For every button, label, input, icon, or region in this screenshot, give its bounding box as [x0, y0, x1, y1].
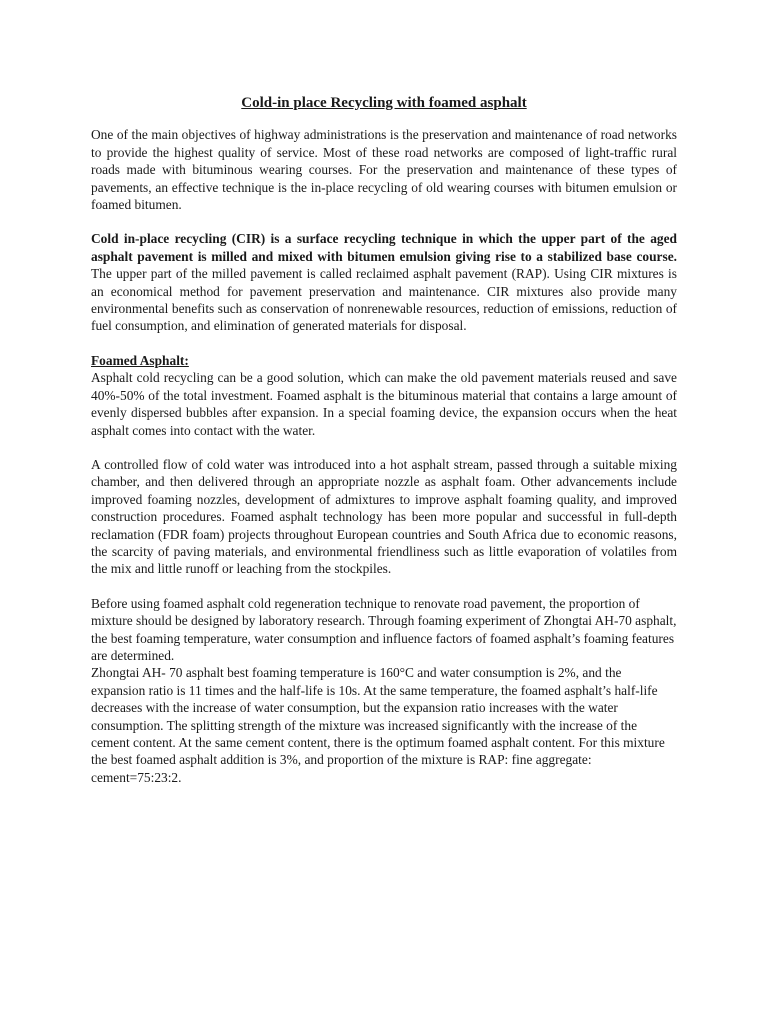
controlled-flow-paragraph: A controlled flow of cold water was introduced into a hot asphalt stream, passed through a suitable mixing chamber, and then delivered through an appropriate nozzle as asphalt foam. Other advancements include improved foaming nozzles, development of admixtures to improve asphalt foaming quality, and improved construction procedures. Foamed asphalt technology has been more popular and successful in full-depth reclamation (FDR foam) projects throughout European countries and South Africa due to economic reasons, the scarcity of paving materials, and environmental friendliness such as little evaporation of volatiles from the mix and little runoff or leaching from the stockpiles.	[91, 456, 677, 577]
document-title: Cold-in place Recycling with foamed asphalt	[241, 95, 527, 111]
document-page	[91, 95, 677, 803]
intro-paragraph: One of the main objectives of highway administrations is the preservation and maintenance of road networks to provide the highest quality of service. Most of these road networks are composed of light-traffic rural roads made with bituminous wearing courses. For the preservation and maintenance of these types of pavements, an effective technique is the in-place recycling of old wearing courses with bitumen emulsion or foamed bitumen.	[91, 127, 677, 213]
cir-paragraph	[91, 230, 677, 334]
foamed-asphalt-heading: Foamed Asphalt:	[91, 352, 189, 368]
zhongtai-results-paragraph: Zhongtai AH- 70 asphalt best foaming temperature is 160°C and water consumption is 2%, and the expansion ratio is 11 times and the half-life is 10s. At the same temperature, the foamed asphalt’s half-life decreases with the increase of water consumption, but the expansion ratio increases with the water consumption. The splitting strength of the mixture was increased significantly with the increase of the cement content. At the same cement content, there is the optimum foamed asphalt content. For this mixture the best foamed asphalt addition is 3%, and proportion of the mixture is RAP: fine aggregate: cement=75:23:2.	[91, 665, 665, 785]
cir-definition-bold: Cold in-place recycling (CIR) is a surface recycling technique in which the upper part of the aged asphalt pavement is milled and mixed with bitumen emulsion giving rise to a stabilized base course.	[91, 231, 677, 264]
foamed-asphalt-paragraph: Asphalt cold recycling can be a good solution, which can make the old pavement materials reused and save 40%-50% of the total investment. Foamed asphalt is the bituminous material that contains a large amount of evenly dispersed bubbles after expansion. In a special foaming device, the expansion occurs when the heat asphalt comes into contact with the water.	[91, 370, 677, 438]
cir-definition-rest: The upper part of the milled pavement is called reclaimed asphalt pavement (RAP). Using CIR mixtures is an economical method for pavement preservation and maintenance. CIR mixtures also provide many environmental benefits such as conservation of nonrenewable resources, reduction of emissions, reduction of fuel consumption, and elimination of generated materials for disposal.	[91, 266, 677, 334]
before-using-paragraph: Before using foamed asphalt cold regeneration technique to renovate road pavement, the proportion of mixture should be designed by laboratory research. Through foaming experiment of Zhongtai AH-70 asphalt, the best foaming temperature, water consumption and influence factors of foamed asphalt’s foaming features are determined.	[91, 595, 677, 663]
